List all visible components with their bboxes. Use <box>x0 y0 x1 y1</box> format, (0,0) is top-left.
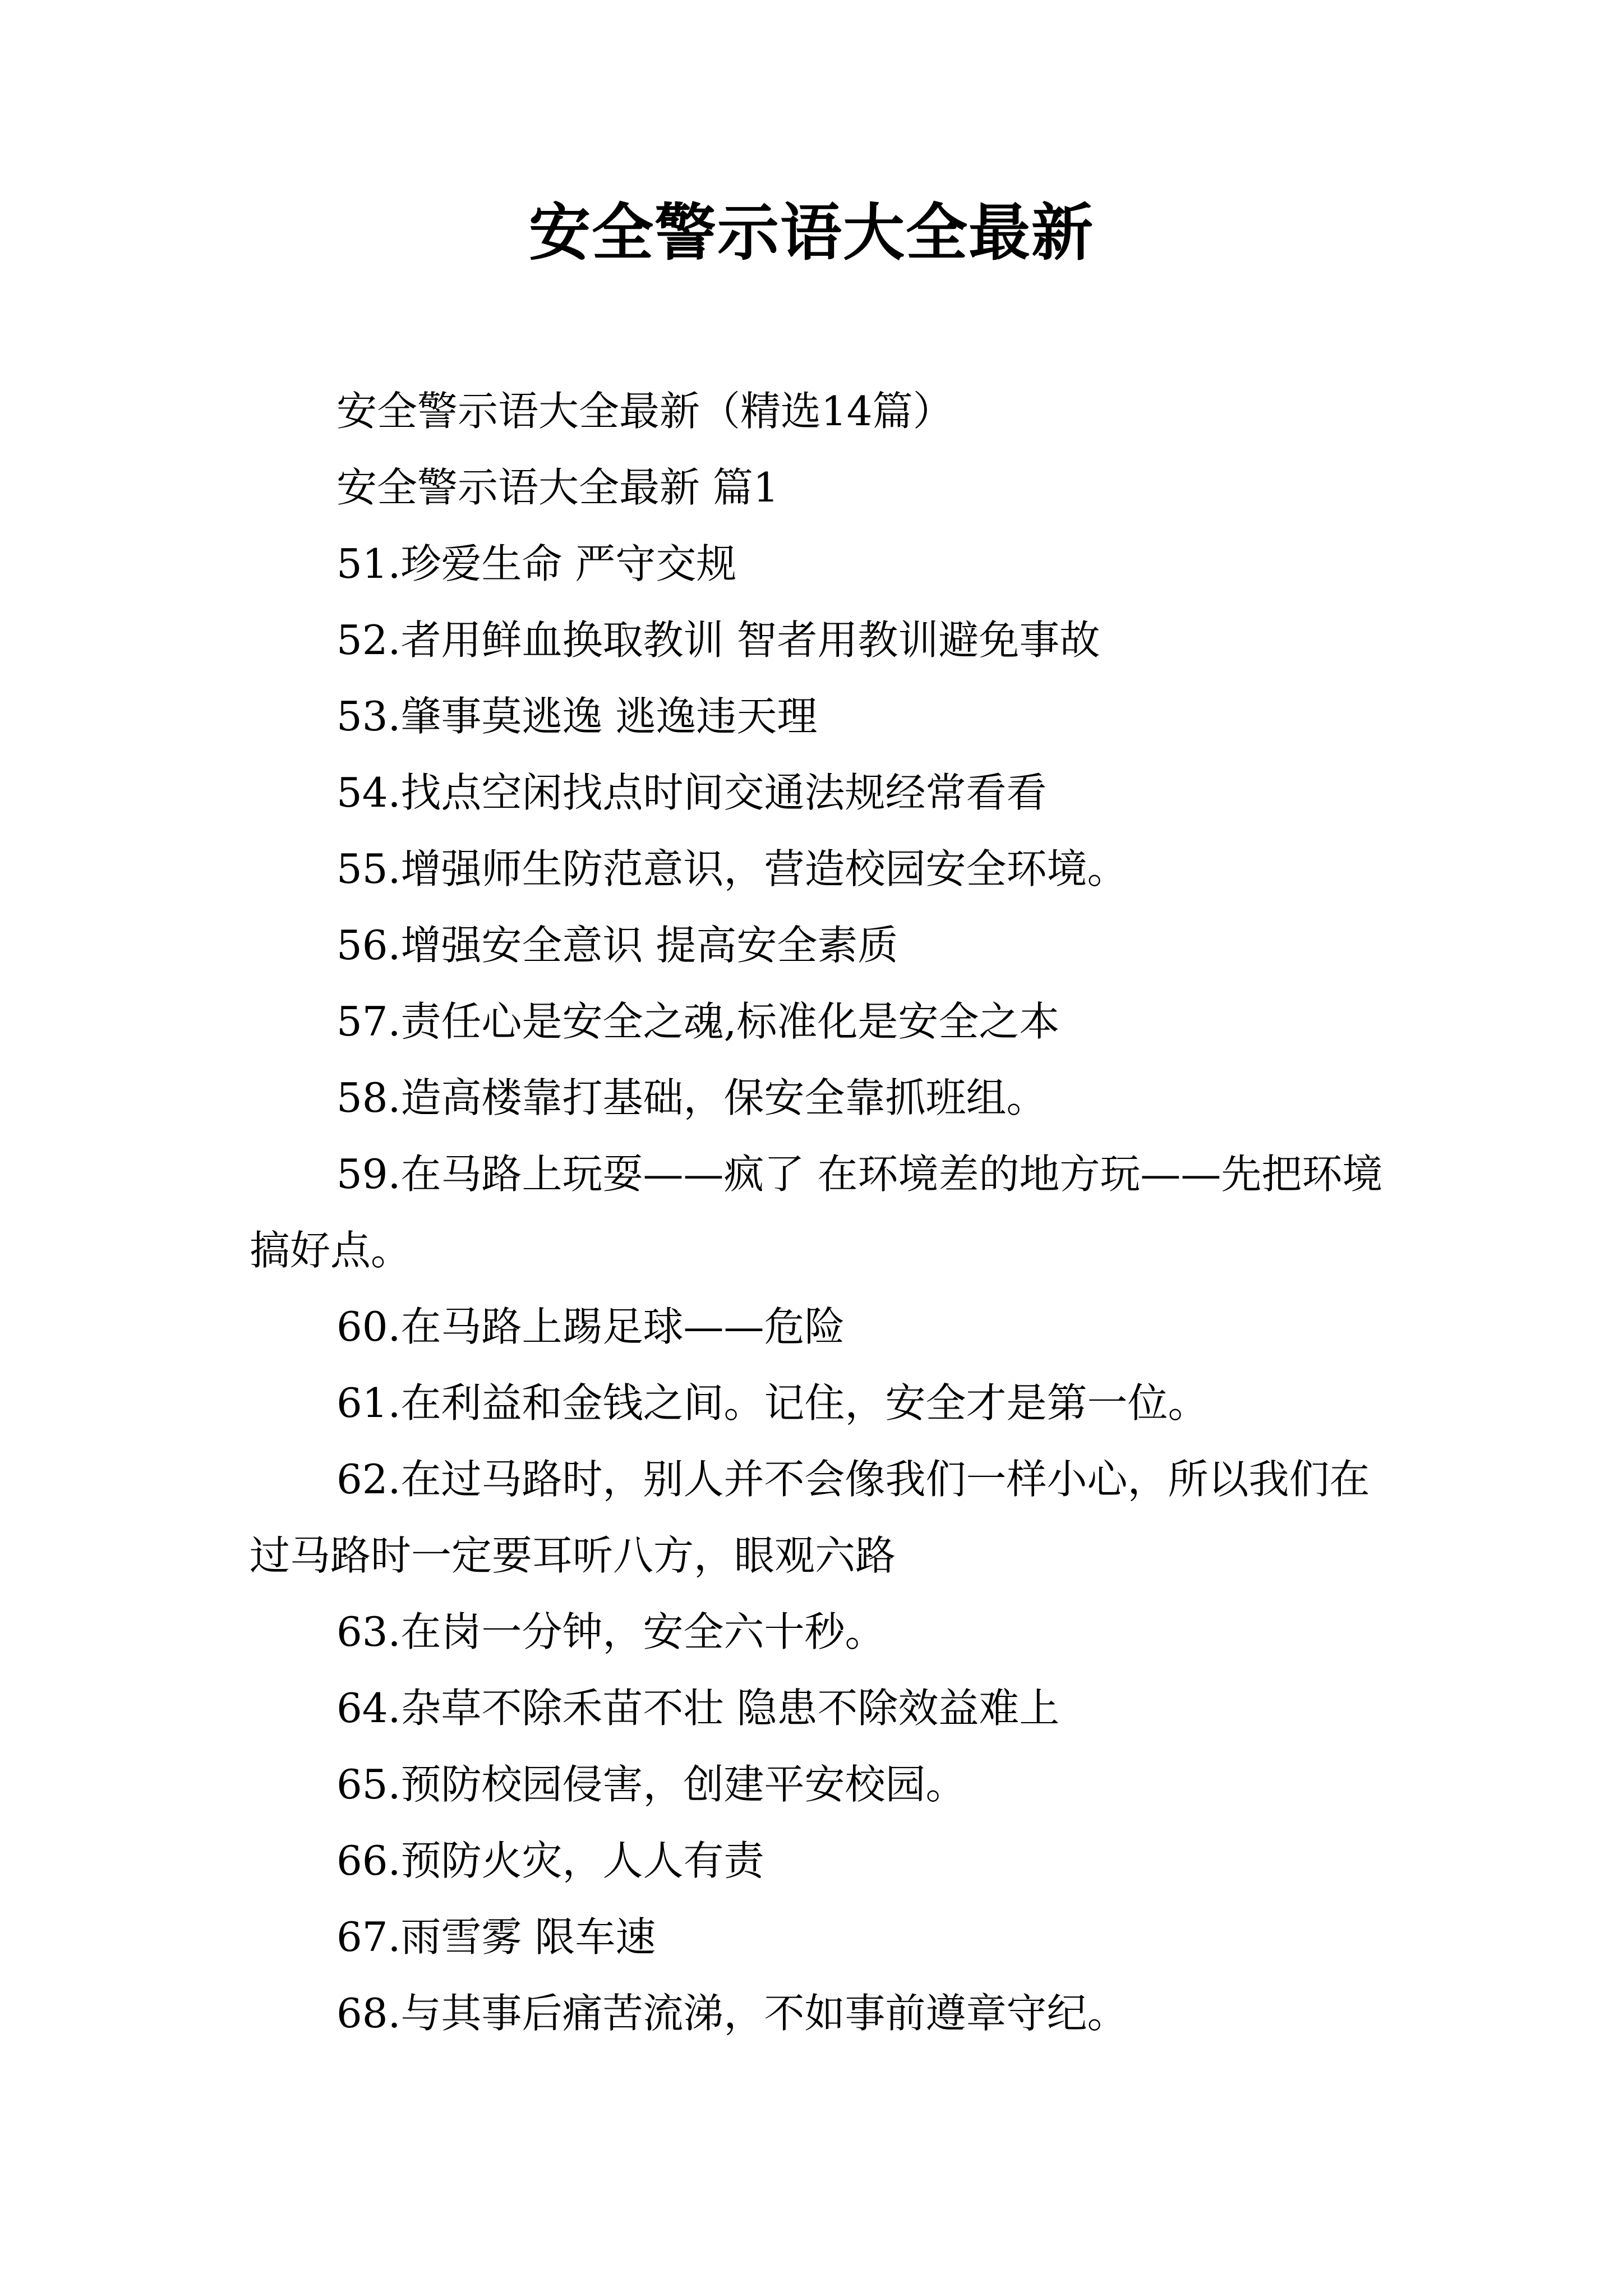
paragraph: 67.雨雪雾 限车速 <box>336 1913 656 1961</box>
paragraph: 安全警示语大全最新（精选14篇） <box>336 388 953 435</box>
paragraph: 52.者用鲜血换取教训 智者用教训避免事故 <box>336 616 1100 664</box>
paragraph: 66.预防火灾，人人有责 <box>336 1837 764 1884</box>
paragraph: 62.在过马路时，别人并不会像我们一样小心，所以我们在过马路时一定要耳听八方，眼观六路 <box>250 1456 1370 1579</box>
paragraph: 56.增强安全意识 提高安全素质 <box>336 922 898 969</box>
paragraph: 安全警示语大全最新 篇1 <box>336 464 779 511</box>
paragraph: 51.珍爱生命 严守交规 <box>336 540 737 587</box>
paragraph: 57.责任心是安全之魂,标准化是安全之本 <box>336 998 1060 1045</box>
paragraph: 59.在马路上玩耍——疯了 在环境差的地方玩——先把环境搞好点。 <box>250 1151 1383 1274</box>
paragraph: 58.造高楼靠打基础，保安全靠抓班组。 <box>336 1074 1047 1121</box>
paragraph: 65.预防校园侵害，创建平安校园。 <box>336 1761 966 1808</box>
paragraph: 54.找点空闲找点时间交通法规经常看看 <box>336 769 1047 816</box>
document-title: 安全警示语大全最新 <box>529 196 1094 269</box>
paragraph: 61.在利益和金钱之间。记住，安全才是第一位。 <box>336 1379 1209 1427</box>
paragraph: 55.增强师生防范意识，营造校园安全环境。 <box>336 845 1128 892</box>
document-body <box>250 373 1394 2051</box>
paragraph: 68.与其事后痛苦流涕，不如事前遵章守纪。 <box>336 1990 1128 2037</box>
paragraph: 64.杂草不除禾苗不壮 隐患不除效益难上 <box>336 1685 1060 1732</box>
paragraph: 63.在岗一分钟，安全六十秒。 <box>336 1608 886 1655</box>
paragraph: 60.在马路上踢足球——危险 <box>336 1303 845 1350</box>
paragraph: 53.肇事莫逃逸 逃逸违天理 <box>336 693 818 740</box>
